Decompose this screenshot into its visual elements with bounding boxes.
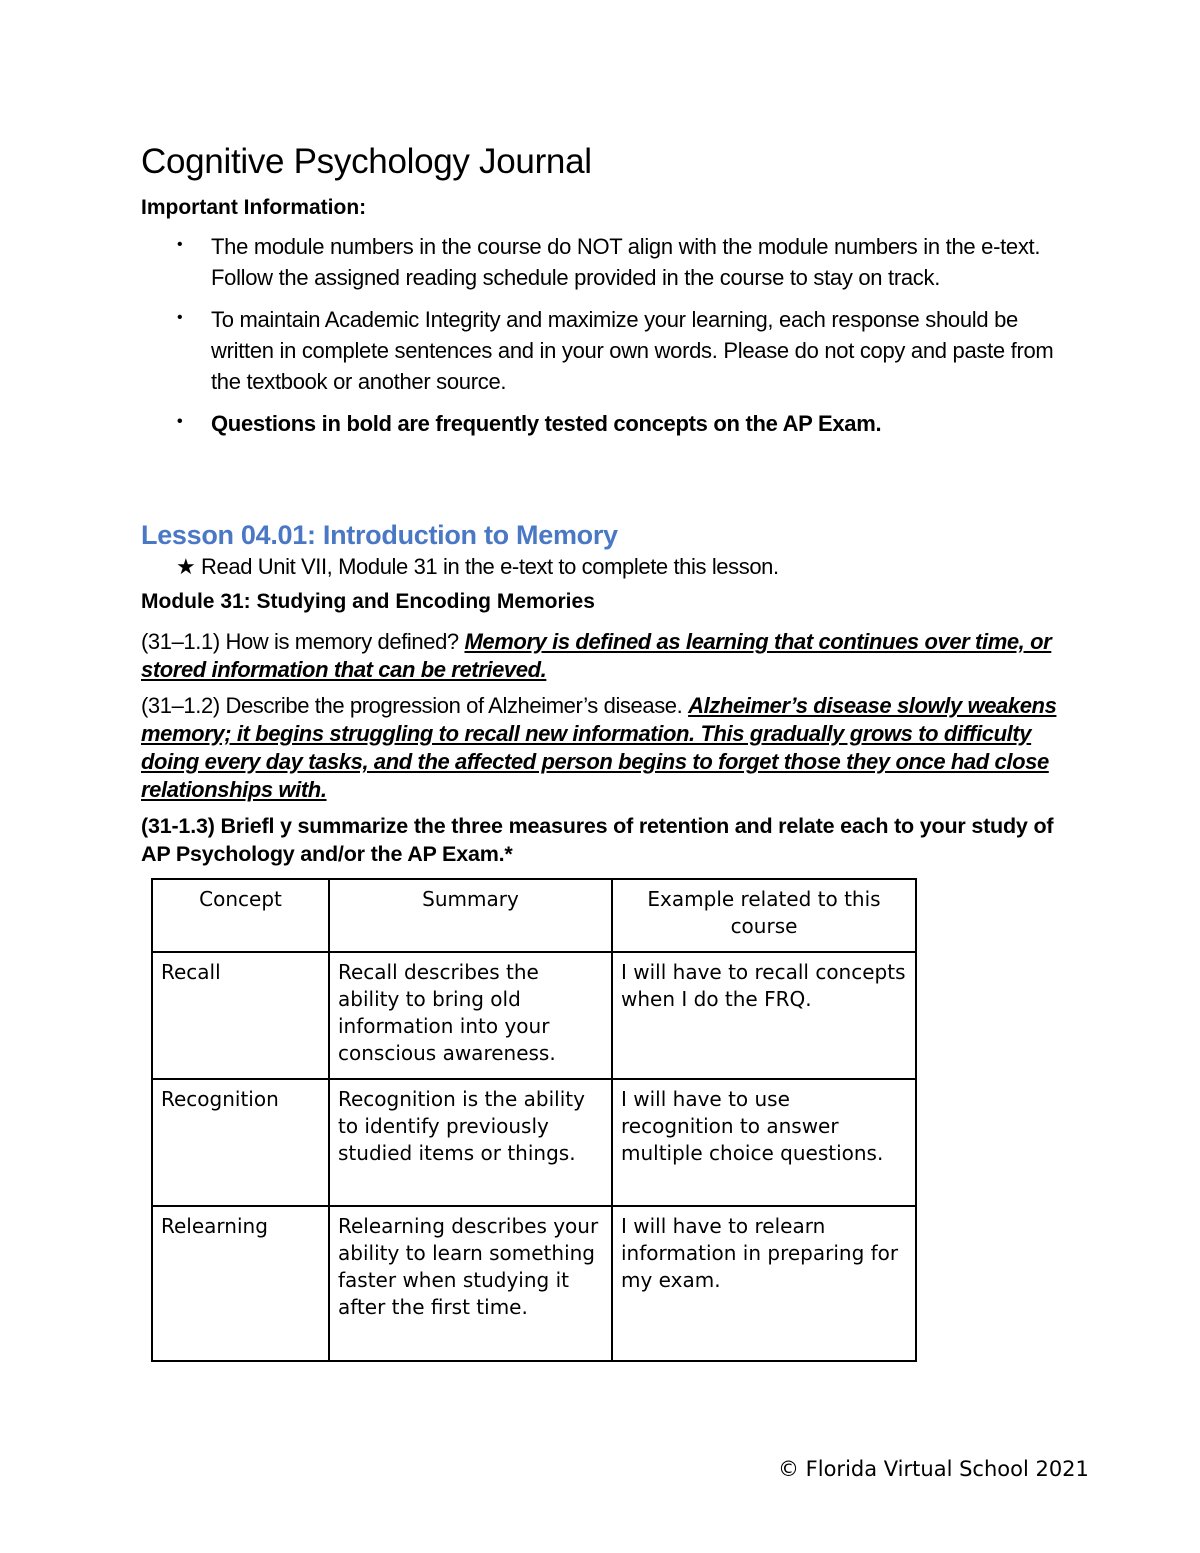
page-title: Cognitive Psychology Journal	[141, 142, 592, 181]
answer: Alzheimer’s disease slowly weakens memory; it begins struggling to recall new information. This gradually grows to difficulty doing every day tasks, and the affected person begins to forget those they once had close relationships with.	[141, 693, 1057, 802]
module-heading: Module 31: Studying and Encoding Memories	[141, 590, 595, 613]
important-info-heading: Important Information:	[141, 196, 367, 219]
reading-instruction: ★ Read Unit VII, Module 31 in the e-text to complete this lesson.	[176, 554, 779, 579]
answer: Memory is defined as learning that continues over time, or stored information that can be retrieved.	[141, 629, 1052, 682]
list-item: • To maintain Academic Integrity and maximize your learning, each response should be written in complete sentences and in your own words. Please do not copy and paste from the textbook or another source.	[141, 304, 1071, 397]
question-31-1-1: (31–1.1) How is memory defined? Memory is defined as learning that continues over time, or stored information that can be retrieved.	[141, 629, 1052, 682]
retention-table	[151, 878, 917, 1362]
info-list	[141, 231, 1071, 450]
copyright-footer: © Florida Virtual School 2021	[778, 1457, 1089, 1481]
table-header-row: Concept Summary Example related to this course	[152, 879, 916, 952]
bullet-icon: •	[177, 309, 183, 326]
star-icon: ★	[176, 554, 196, 579]
question-31-1-3: (31-1.3) Briefl y summarize the three measures of retention and relate each to your study of AP Psychology and/or the AP Exam.*	[141, 814, 1054, 866]
table-row: Recognition Recognition is the ability to identify previously studied items or things. I will have to use recognition to answer multiple choice questions.	[152, 1079, 916, 1206]
table-row: Recall Recall describes the ability to bring old information into your conscious awareness. I will have to recall concepts when I do the FRQ.	[152, 952, 916, 1079]
list-item: • The module numbers in the course do NOT align with the module numbers in the e-text. Follow the assigned reading schedule provided in the course to stay on track.	[141, 231, 1071, 293]
list-item: • Questions in bold are frequently tested concepts on the AP Exam.	[141, 408, 1071, 439]
question-31-1-2: (31–1.2) Describe the progression of Alzheimer’s disease. Alzheimer’s disease slowly weakens memory; it begins struggling to recall new information. This gradually grows to difficulty doing every day tasks, and the affected person begins to forget those they once had close relationships with.	[141, 693, 1057, 802]
table-row: Relearning Relearning describes your ability to learn something faster when studying it after the first time. I will have to relearn information in preparing for my exam.	[152, 1206, 916, 1361]
bullet-icon: •	[177, 413, 183, 430]
lesson-heading: Lesson 04.01: Introduction to Memory	[141, 520, 618, 550]
bullet-icon: •	[177, 236, 183, 253]
